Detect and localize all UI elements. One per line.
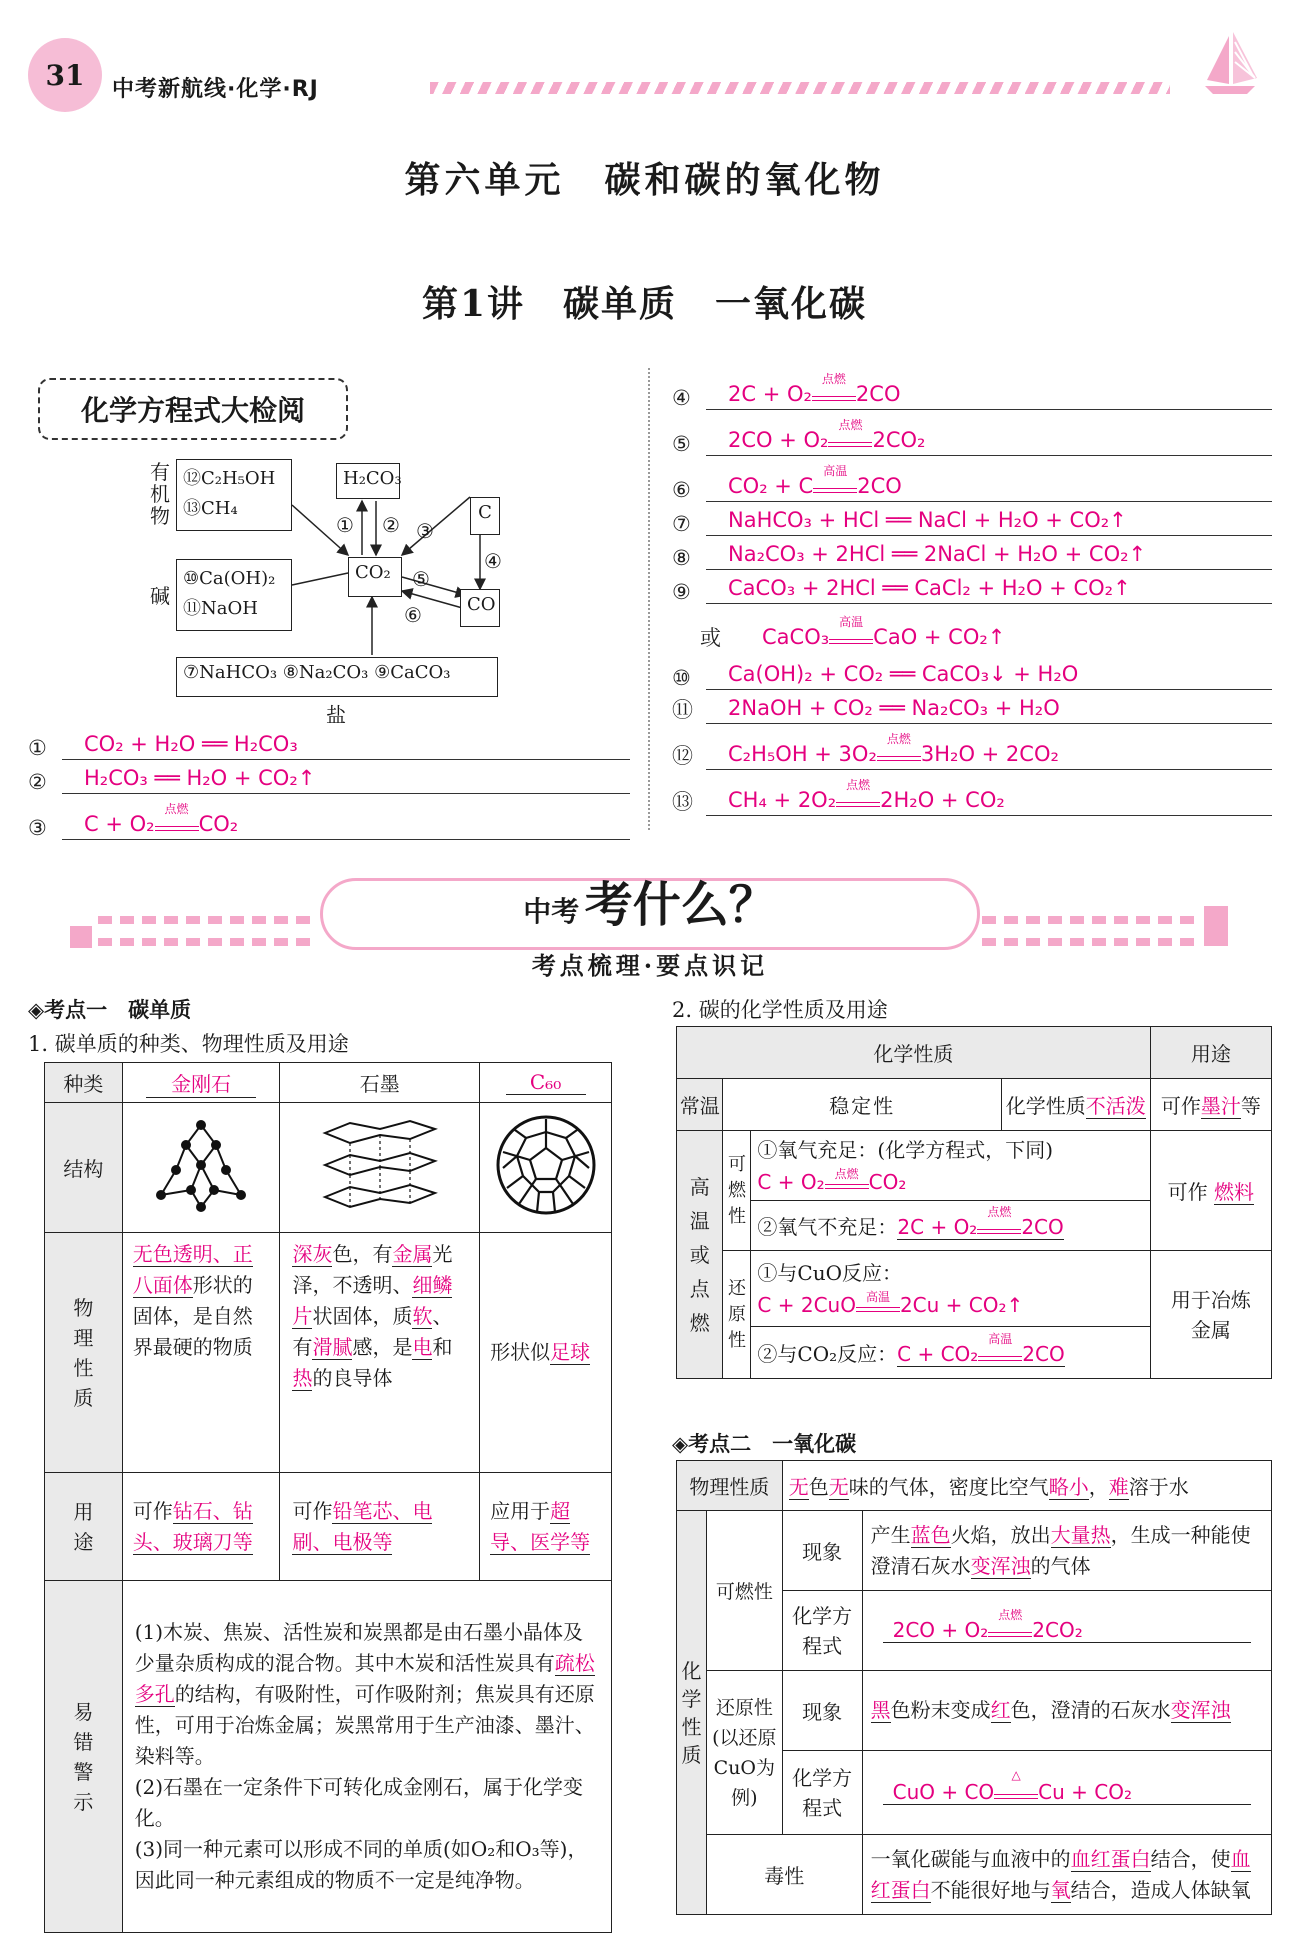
salt-box: ⑦NaHCO₃ ⑧Na₂CO₃ ⑨CaCO₃ — [176, 657, 498, 697]
c60-use: 应用于超导、医学等 — [480, 1473, 612, 1581]
row-warning: 易错警示 — [45, 1581, 123, 1933]
equation-line: ⑬ CH₄ + 2O₂ 点燃 2H₂O + CO₂ — [672, 776, 1272, 816]
point1-subtitle-2: 2. 碳的化学性质及用途 — [672, 998, 888, 1022]
ship-logo-icon — [1195, 28, 1265, 98]
equation-line: ⑤ 2CO + O₂ 点燃 2CO₂ — [672, 416, 1272, 456]
type-c60: C₆₀ — [506, 1070, 586, 1095]
column-divider — [648, 368, 650, 830]
head-use: 用途 — [1150, 1027, 1271, 1079]
equation-line: ① CO₂ + H₂O ══ H₂CO₃ — [28, 720, 630, 760]
banner-small: 中考 — [523, 895, 580, 928]
diamond-structure-icon — [146, 1115, 256, 1215]
co-reduce-label: 还原性(以还原CuO为例) — [706, 1671, 782, 1835]
equation-line: ② H₂CO₃ ══ H₂O + CO₂↑ — [28, 754, 630, 794]
point1-title: ◈考点一 碳单质 — [28, 998, 192, 1022]
organic-box — [176, 459, 292, 531]
banner-big: 考什么？ — [584, 877, 777, 933]
h2co3-box: H₂CO₃ — [336, 463, 400, 499]
section-banner — [70, 858, 1230, 980]
high-temp: 高温或点燃 — [677, 1131, 723, 1379]
co-physical-label: 物理性质 — [677, 1461, 783, 1511]
base-label: 碱 — [150, 584, 170, 608]
base-item: ⑩Ca(OH)₂ — [183, 568, 276, 589]
organic-item: ⑫C₂H₅OH — [183, 468, 276, 489]
banner-title — [370, 866, 930, 935]
base-item: ⑪NaOH — [183, 598, 258, 619]
c-box: C — [470, 497, 500, 535]
c60-physical: 形状似足球 — [480, 1233, 612, 1473]
co-flam-phen: 产生蓝色火焰，放出大量热，生成一种能使澄清石灰水变浑浊的气体 — [862, 1511, 1271, 1591]
row-physical: 物理性质 — [45, 1233, 123, 1473]
row-structure: 结构 — [45, 1103, 123, 1233]
carbon-chemistry-table — [676, 1026, 1272, 1379]
equation-line: ⑫ C₂H₅OH + 3O₂ 点燃 3H₂O + 2CO₂ — [672, 730, 1272, 770]
co-flam-label: 可燃性 — [706, 1511, 782, 1671]
head-chem: 化学性质 — [677, 1027, 1151, 1079]
flammability-ample: ①氧气充足：(化学方程式，下同) C + O₂ 点燃 CO₂ — [751, 1131, 1150, 1201]
normal-temp: 常温 — [677, 1079, 723, 1131]
co2-box: CO₂ — [348, 557, 402, 597]
co-flam-phen-label: 现象 — [782, 1511, 862, 1591]
flammability-use: 可作 燃料 — [1150, 1131, 1271, 1251]
co-box: CO — [460, 589, 500, 627]
type-graphite: 石墨 — [280, 1063, 480, 1103]
point2-title: ◈考点二 一氧化碳 — [672, 1432, 857, 1456]
graphite-structure-icon — [315, 1115, 445, 1215]
reduce-use: 用于冶炼金属 — [1150, 1251, 1271, 1379]
type-diamond: 金刚石 — [146, 1068, 256, 1098]
page-number: 31 — [45, 58, 85, 92]
flammability: 可燃性 — [723, 1131, 751, 1251]
warning-text: (1)木炭、焦炭、活性炭和炭黑都是由石墨小晶体及少量杂质构成的混合物。其中木炭和活性炭具有疏松多孔的结构，有吸附性，可作吸附剂；焦炭具有还原性，可用于冶炼金属；炭黑常用于生产油漆、墨汁、染料等。 (2)石墨在一定条件下可转化成金刚石，属于化学变化。 (3)同一种元素可以形成不同的单质(如O₂和O₃等)，因此同一种元素组成的物质不一定是纯净物。 — [122, 1581, 611, 1933]
equation-line: ⑪ 2NaOH + CO₂ ══ Na₂CO₃ + H₂O — [672, 684, 1272, 724]
equation-line: ③ C + O₂ 点燃 CO₂ — [28, 800, 630, 840]
reduce-cuo: ①与CuO反应： C + 2CuO 高温 2Cu + CO₂↑ — [751, 1251, 1150, 1327]
equation-line: ⑨ CaCO₃ + 2HCl ══ CaCl₂ + H₂O + CO₂↑ — [672, 564, 1272, 604]
graphite-use: 可作铅笔芯、电刷、电极等 — [280, 1473, 480, 1581]
point1-subtitle: 1. 碳单质的种类、物理性质及用途 — [28, 1032, 349, 1056]
co-toxic: 一氧化碳能与血液中的血红蛋白结合，使血红蛋白不能很好地与氧结合，造成人体缺氧 — [862, 1835, 1271, 1915]
co-red-phen-label: 现象 — [782, 1671, 862, 1751]
arrow-num: ④ — [484, 549, 502, 573]
base-box — [176, 559, 292, 631]
equation-line: ⑧ Na₂CO₃ + 2HCl ══ 2NaCl + H₂O + CO₂↑ — [672, 530, 1272, 570]
equation-line: ④ 2C + O₂ 点燃 2CO — [672, 370, 1272, 410]
arrow-num: ⑥ — [404, 603, 422, 627]
reaction-diagram — [140, 455, 520, 725]
stability: 稳定性 — [723, 1079, 1001, 1131]
reduce-co2: ②与CO₂反应：C + CO₂ 高温 2CO — [751, 1327, 1150, 1379]
page-number-badge — [28, 38, 102, 112]
equation-line: ⑦ NaHCO₃ + HCl ══ NaCl + H₂O + CO₂↑ — [672, 496, 1272, 536]
co-table — [676, 1460, 1272, 1915]
salt-label: 盐 — [326, 703, 346, 727]
diamond-use: 可作钻石、钻头、玻璃刀等 — [122, 1473, 280, 1581]
banner-subtitle: 考点梳理·要点识记 — [531, 951, 769, 980]
graphite-physical: 深灰色，有金属光泽，不透明、细鳞片状固体，质软、有滑腻感，是电和热的良导体 — [280, 1233, 480, 1473]
equation-line: ⑩ Ca(OH)₂ + CO₂ ══ CaCO₃↓ + H₂O — [672, 650, 1272, 690]
co-flam-eq-label: 化学方程式 — [782, 1591, 862, 1671]
flammability-lack: ②氧气不充足：2C + O₂ 点燃 2CO — [751, 1201, 1150, 1251]
arrow-num: ② — [382, 513, 400, 537]
co-red-phen: 黑色粉末变成红色，澄清的石灰水变浑浊 — [862, 1671, 1271, 1751]
reducibility: 还原性 — [723, 1251, 751, 1379]
co-toxic-label: 毒性 — [706, 1835, 862, 1915]
co-red-eq-label: 化学方程式 — [782, 1751, 862, 1835]
row-use: 用途 — [45, 1473, 123, 1581]
carbon-allotropes-table — [44, 1062, 612, 1933]
diamond-physical: 无色透明、正八面体形状的固体，是自然界最硬的物质 — [122, 1233, 280, 1473]
header-stripe — [430, 82, 1170, 94]
equation-line: ⑥ CO₂ + C 高温 2CO — [672, 462, 1272, 502]
diamond-icon: ◈ — [28, 998, 45, 1022]
organic-label: 有机物 — [150, 460, 170, 528]
diamond-icon: ◈ — [672, 1432, 689, 1456]
arrow-num: ① — [336, 513, 354, 537]
lesson-title: 第1讲 碳单质 一氧化碳 — [421, 283, 868, 325]
c60-structure-icon — [491, 1110, 601, 1220]
series-title: 中考新航线·化学·RJ — [112, 77, 319, 102]
col-head: 种类 — [45, 1063, 123, 1103]
co-chem-label: 化学性质 — [677, 1511, 707, 1915]
equation-line: 或 CaCO₃ 高温 CaO + CO₂↑ — [700, 615, 1006, 650]
arrow-num: ③ — [416, 519, 434, 543]
unit-title: 第六单元 碳和碳的氧化物 — [404, 160, 885, 201]
co-physical: 无色无味的气体，密度比空气略小，难溶于水 — [782, 1461, 1271, 1511]
organic-item: ⑬CH₄ — [183, 498, 238, 519]
co-flam-eq: 2CO + O₂ 点燃 2CO₂ — [862, 1591, 1271, 1671]
stability-use: 可作墨汁等 — [1150, 1079, 1271, 1131]
arrow-num: ⑤ — [412, 567, 430, 591]
stability-desc: 化学性质不活泼 — [1001, 1079, 1150, 1131]
co-red-eq: CuO + CO △ Cu + CO₂ — [862, 1751, 1271, 1835]
review-title: 化学方程式大检阅 — [38, 378, 348, 440]
